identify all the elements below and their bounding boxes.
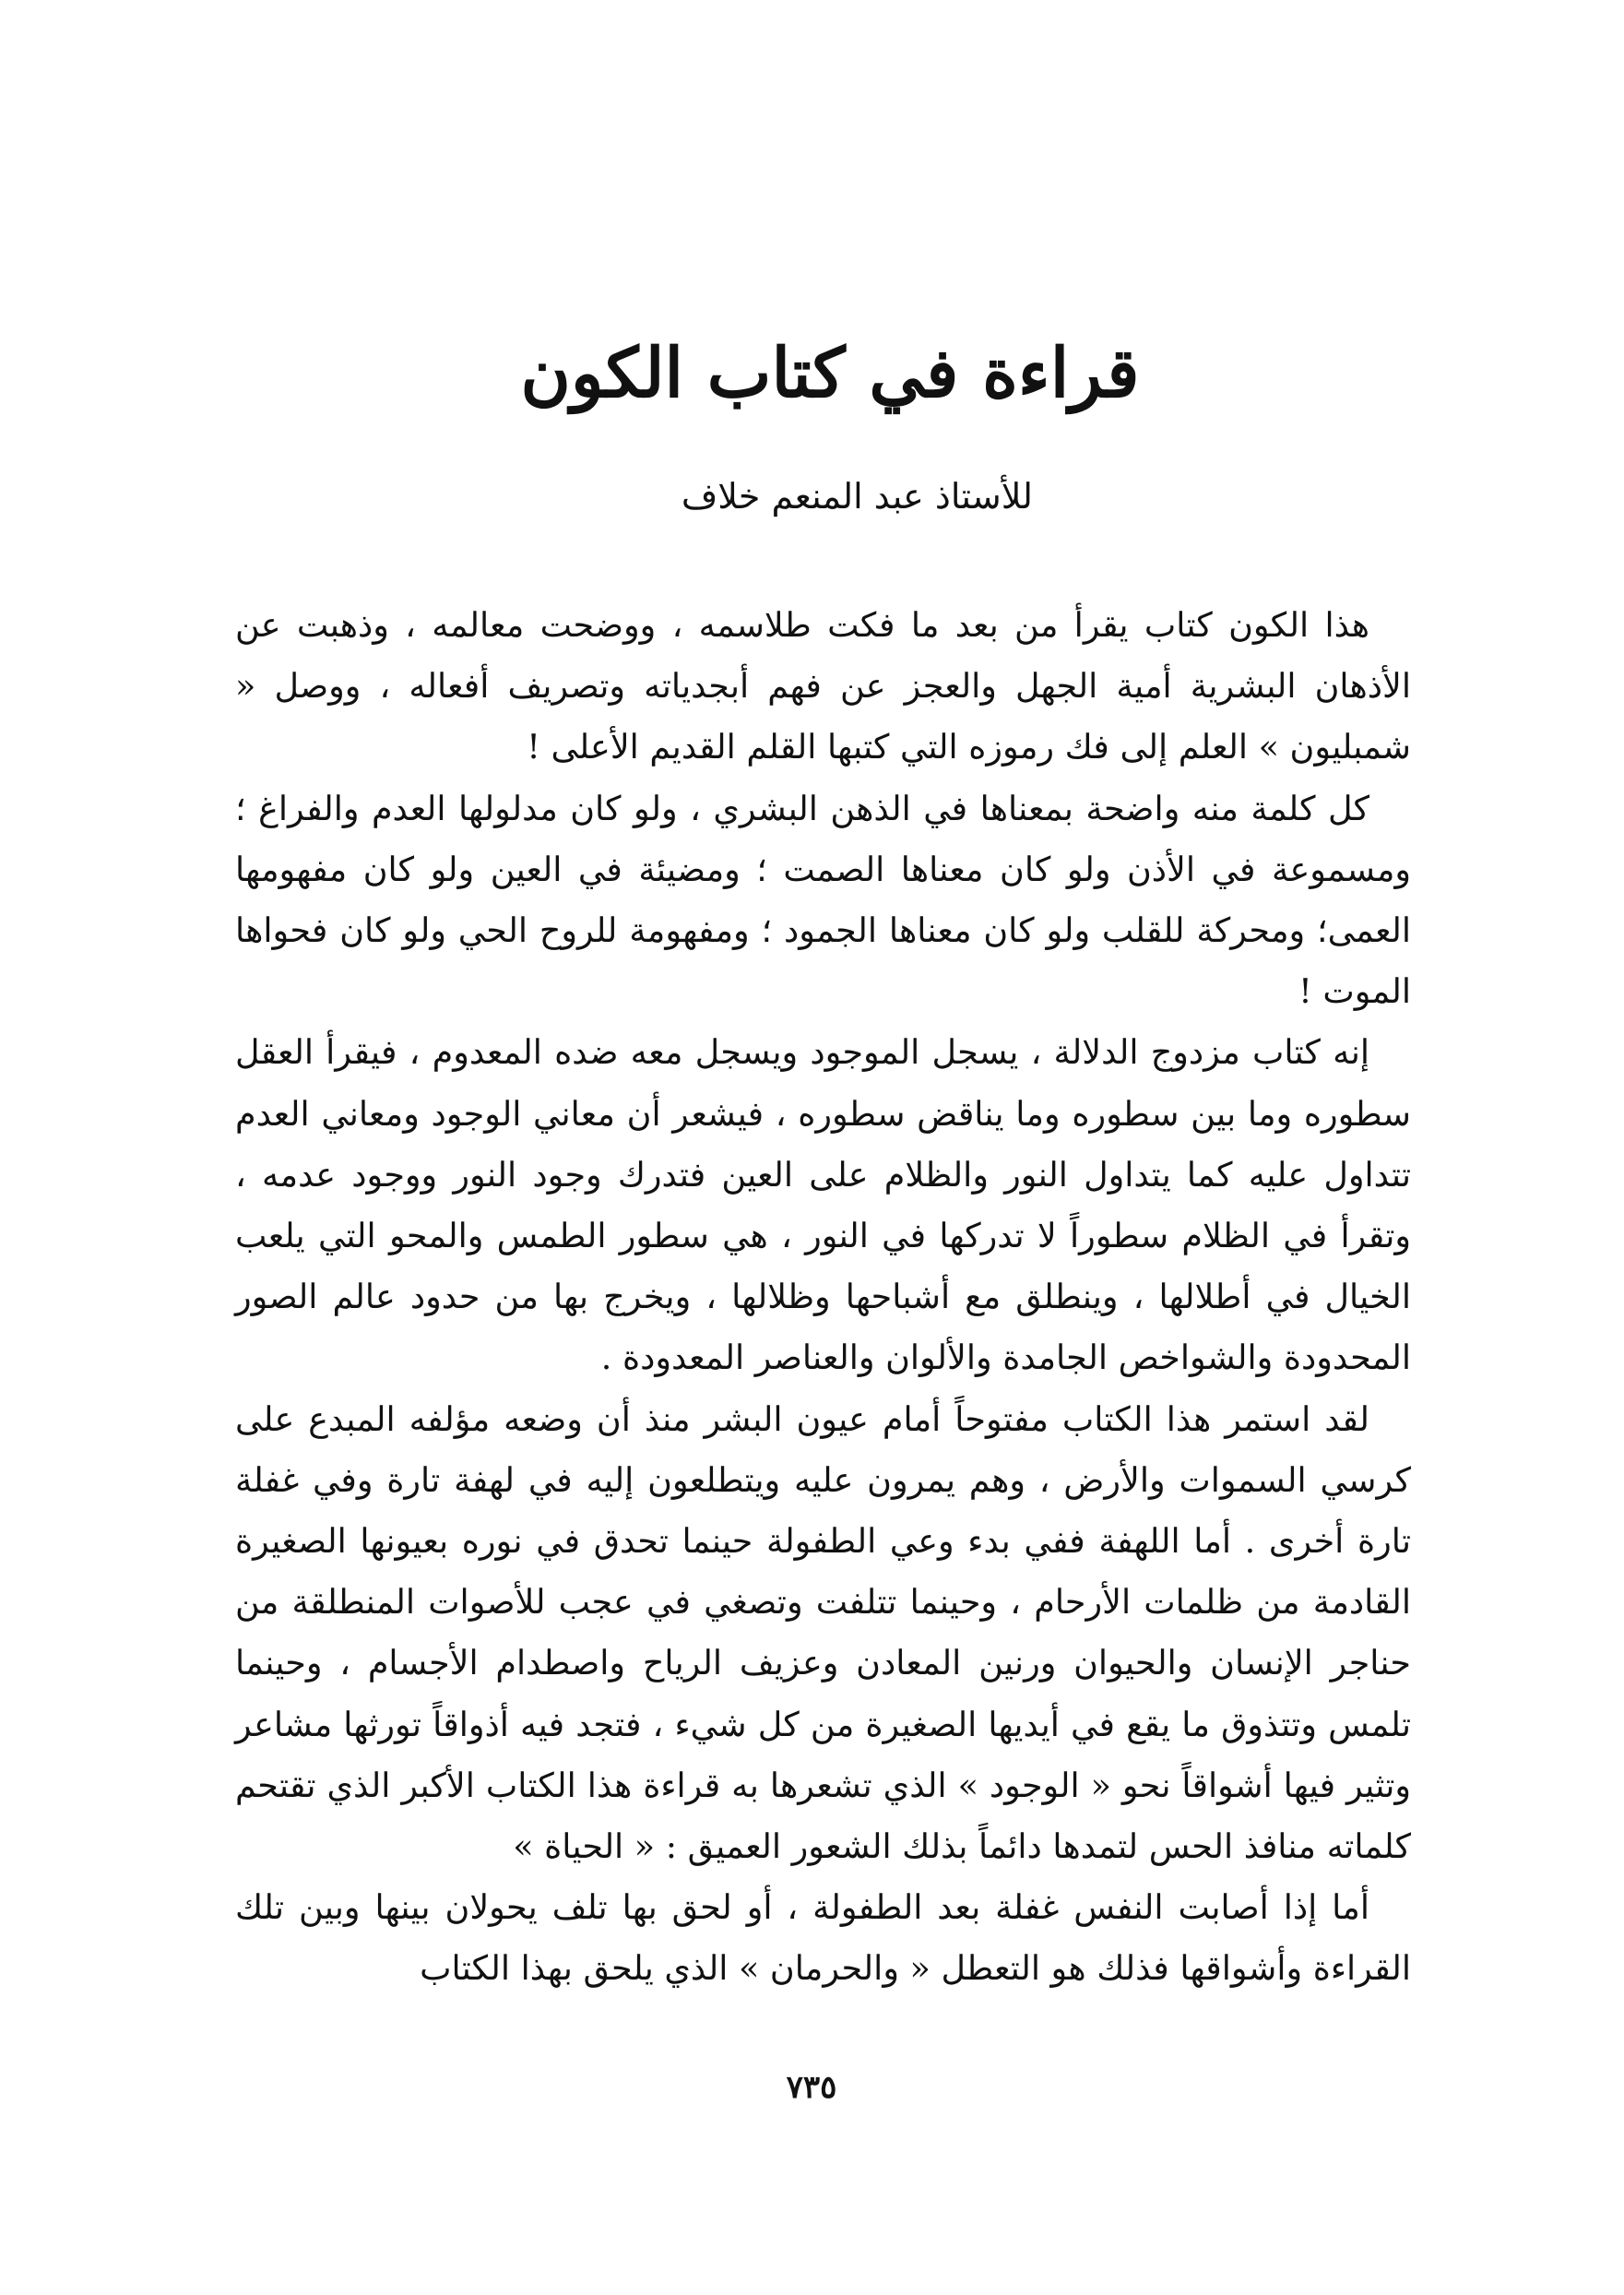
author-byline: للأستاذ عبد المنعم خلاف xyxy=(681,476,1033,517)
paragraph: لقد استمر هذا الكتاب مفتوحاً أمام عيون البشر منذ أن وضعه مؤلفه المبدع على كرسي السموات والأرض ، وهم يمرون عليه ويتطلعون إليه في لهفة تارة وفي غفلة تارة أخرى . أما اللهفة ففي بدء وعي الطفولة حينما تحدق في نوره بعيونها الصغيرة القادمة من ظلمات الأرحام ، وحينما تتلفت وتصغي في عجب للأصوات المنطلقة من حناجر الإنسان والحيوان ورنين المعادن وعزيف الرياح واصطدام الأجسام ، وحينما تلمس وتتذوق ما يقع في أيديها الصغيرة من كل شيء ، فتجد فيه أذواقاً تورثها مشاعر وتثير فيها أشواقاً نحو « الوجود » الذي تشعرها به قراءة هذا الكتاب الأكبر الذي تقتحم كلماته منافذ الحس لتمدها دائماً بذلك الشعور العميق : « الحياة » xyxy=(235,1398,1411,1867)
paragraph: هذا الكون كتاب يقرأ من بعد ما فكت طلاسمه ، ووضحت معالمه ، وذهبت عن الأذهان البشرية أمية الجهل والعجز عن فهم أبجدياته وتصريف أفعاله ، ووصل « شمبليون » العلم إلى فك رموزه التي كتبها القلم القديم الأعلى ! xyxy=(235,605,1411,767)
paragraph: كل كلمة منه واضحة بمعناها في الذهن البشري ، ولو كان مدلولها العدم والفراغ ؛ ومسموعة في الأذن ولو كان معناها الصمت ؛ ومضيئة في العين ولو كان مفهومها العمى؛ ومحركة للقلب ولو كان معناها الجمود ؛ ومفهومة للروح الحي ولو كان فحواها الموت ! xyxy=(235,788,1411,1012)
article-title: قراءة في كتاب الكون xyxy=(520,334,1140,413)
paragraph: إنه كتاب مزدوج الدلالة ، يسجل الموجود ويسجل معه ضده المعدوم ، فيقرأ العقل سطوره وما بين سطوره وما يناقض سطوره ، فيشعر أن معاني الوجود ومعاني العدم تتداول عليه كما يتداول النور والظلام على العين فتدرك وجود النور ووجود عدمه ، وتقرأ في الظلام سطوراً لا تدركها في النور ، هي سطور الطمس والمحو التي يلعب الخيال في أطلالها ، وينطلق مع أشباحها وظلالها ، ويخرج بها من حدود عالم الصور المحدودة والشواخص الجامدة والألوان والعناصر المعدودة . xyxy=(235,1032,1411,1378)
page-number: ٧٣٥ xyxy=(786,2069,837,2106)
paragraph: أما إذا أصابت النفس غفلة بعد الطفولة ، أو لحق بها تلف يحولان بينها وبين تلك القراءة وأشواقها فذلك هو التعطل « والحرمان » الذي يلحق بهذا الكتاب xyxy=(235,1887,1411,1989)
article-body xyxy=(235,595,1411,2000)
